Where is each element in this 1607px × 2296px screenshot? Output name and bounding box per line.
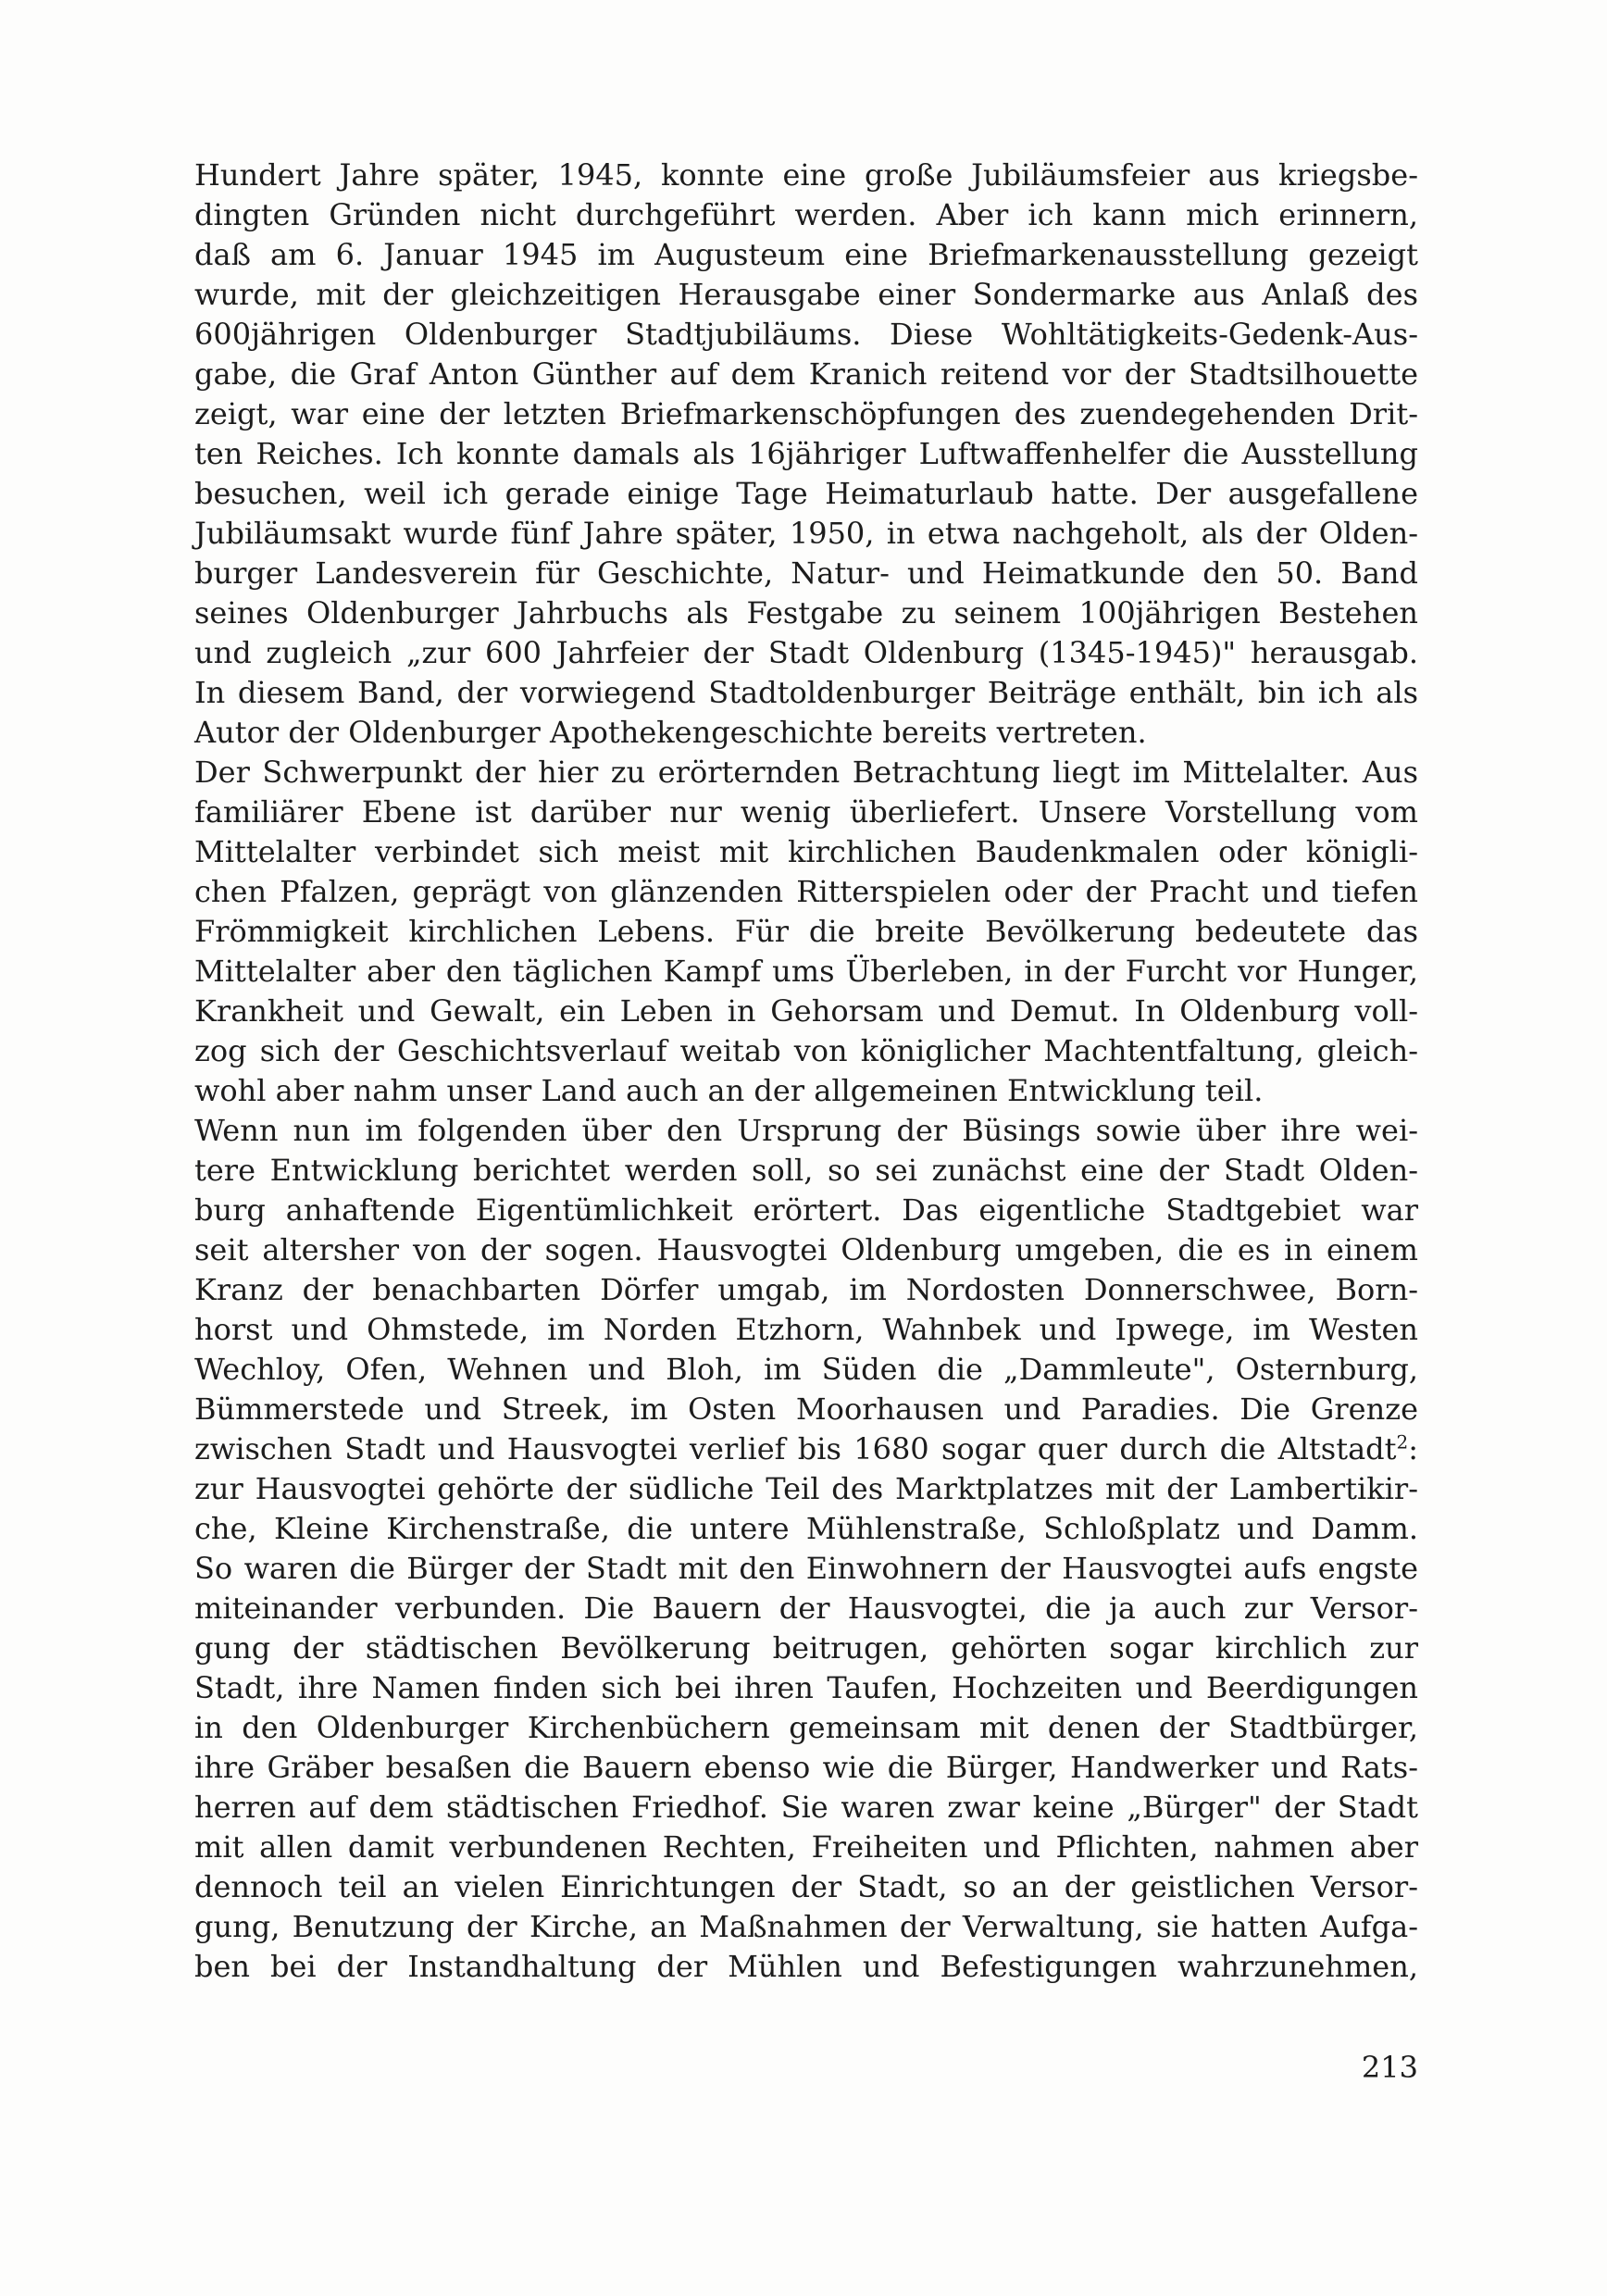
text-line: wurde, mit der gleichzeitigen Herausgabe einer Sondermarke aus Anlaß des bbox=[194, 277, 1418, 312]
text-line: tere Entwicklung berichtet werden soll, so sei zunächst eine der Stadt Olden- bbox=[194, 1153, 1418, 1188]
text-line: So waren die Bürger der Stadt mit den Einwohnern der Hausvogtei aufs engste bbox=[194, 1551, 1418, 1586]
text-line: mit allen damit verbundenen Rechten, Freiheiten und Pflichten, nahmen aber bbox=[194, 1829, 1418, 1865]
text-line: Stadt, ihre Namen finden sich bei ihren Taufen, Hochzeiten und Beerdigungen bbox=[194, 1670, 1418, 1705]
text-line: Bümmerstede und Streek, im Osten Moorhausen und Paradies. Die Grenze bbox=[194, 1391, 1418, 1427]
text-line: und zugleich „zur 600 Jahrfeier der Stadt Oldenburg (1345-1945)" herausgab. bbox=[194, 635, 1418, 670]
text-line: Hundert Jahre später, 1945, konnte eine große Jubiläumsfeier aus kriegsbe- bbox=[194, 157, 1418, 193]
text-line: daß am 6. Januar 1945 im Augusteum eine Briefmarkenausstellung gezeigt bbox=[194, 237, 1418, 272]
text-line: Wechloy, Ofen, Wehnen und Bloh, im Süden die „Dammleute", Osternburg, bbox=[194, 1352, 1418, 1387]
text-line: miteinander verbunden. Die Bauern der Hausvogtei, die ja auch zur Versor- bbox=[194, 1591, 1418, 1626]
footnote-line-text: zwischen Stadt und Hausvogtei verlief bis 1680 sogar quer durch die Altstadt bbox=[194, 1431, 1397, 1466]
text-line: gung der städtischen Bevölkerung beitrugen, gehörten sogar kirchlich zur bbox=[194, 1630, 1418, 1666]
text-line: chen Pfalzen, geprägt von glänzenden Ritterspielen oder der Pracht und tiefen bbox=[194, 874, 1418, 909]
text-line: seit altersher von der sogen. Hausvogtei Oldenburg umgeben, die es in einem bbox=[194, 1232, 1418, 1267]
footnote-line-tail: : bbox=[1408, 1431, 1418, 1466]
text-line: dennoch teil an vielen Einrichtungen der Stadt, so an der geistlichen Versor- bbox=[194, 1869, 1418, 1904]
text-line: zog sich der Geschichtsverlauf weitab von königlicher Machtentfaltung, gleich- bbox=[194, 1033, 1418, 1068]
text-line: che, Kleine Kirchenstraße, die untere Mühlenstraße, Schloßplatz und Damm. bbox=[194, 1511, 1418, 1546]
text-line: dingten Gründen nicht durchgeführt werden. Aber ich kann mich erinnern, bbox=[194, 197, 1418, 232]
text-line: Mittelalter aber den täglichen Kampf ums Überleben, in der Furcht vor Hunger, bbox=[194, 954, 1418, 989]
text-line: Wenn nun im folgenden über den Ursprung der Büsings sowie über ihre wei- bbox=[194, 1113, 1418, 1148]
text-line: ben bei der Instandhaltung der Mühlen und Befestigungen wahrzunehmen, bbox=[194, 1949, 1418, 1984]
text-line: In diesem Band, der vorwiegend Stadtoldenburger Beiträge enthält, bin ich als bbox=[194, 675, 1418, 710]
text-line: besuchen, weil ich gerade einige Tage Heimaturlaub hatte. Der ausgefallene bbox=[194, 476, 1418, 511]
body-text bbox=[194, 156, 1418, 1987]
text-line: ihre Gräber besaßen die Bauern ebenso wie die Bürger, Handwerker und Rats- bbox=[194, 1750, 1418, 1785]
text-line: in den Oldenburger Kirchenbüchern gemeinsam mit denen der Stadtbürger, bbox=[194, 1710, 1418, 1745]
text-line: zur Hausvogtei gehörte der südliche Teil des Marktplatzes mit der Lambertikir- bbox=[194, 1471, 1418, 1506]
text-line: Krankheit und Gewalt, ein Leben in Gehorsam und Demut. In Oldenburg voll- bbox=[194, 993, 1418, 1029]
text-line: horst und Ohmstede, im Norden Etzhorn, Wahnbek und Ipwege, im Westen bbox=[194, 1312, 1418, 1347]
text-line: Frömmigkeit kirchlichen Lebens. Für die breite Bevölkerung bedeutete das bbox=[194, 914, 1418, 949]
text-line: herren auf dem städtischen Friedhof. Sie waren zwar keine „Bürger" der Stadt bbox=[194, 1790, 1418, 1825]
text-line: seines Oldenburger Jahrbuchs als Festgabe zu seinem 100jährigen Bestehen bbox=[194, 595, 1418, 630]
text-line: gung, Benutzung der Kirche, an Maßnahmen der Verwaltung, sie hatten Aufga- bbox=[194, 1909, 1418, 1944]
text-line: Autor der Oldenburger Apothekengeschichte bereits vertreten. bbox=[194, 715, 1147, 750]
text-line: ten Reiches. Ich konnte damals als 16jähriger Luftwaffenhelfer die Ausstellung bbox=[194, 436, 1418, 471]
text-line: familiärer Ebene ist darüber nur wenig überliefert. Unsere Vorstellung vom bbox=[194, 794, 1418, 830]
footnote-marker: 2 bbox=[1396, 1430, 1409, 1454]
text-line: Mittelalter verbindet sich meist mit kirchlichen Baudenkmalen oder königli- bbox=[194, 834, 1418, 869]
text-line: burg anhaftende Eigentümlichkeit erörtert. Das eigentliche Stadtgebiet war bbox=[194, 1192, 1418, 1228]
text-line: zeigt, war eine der letzten Briefmarkenschöpfungen des zuendegehenden Drit- bbox=[194, 396, 1418, 431]
text-line: Kranz der benachbarten Dörfer umgab, im Nordosten Donnerschwee, Born- bbox=[194, 1272, 1418, 1307]
text-line: 600jährigen Oldenburger Stadtjubiläums. Diese Wohltätigkeits-Gedenk-Aus- bbox=[194, 317, 1418, 352]
page-number: 213 bbox=[1361, 2050, 1418, 2085]
text-line: Jubiläumsakt wurde fünf Jahre später, 1950, in etwa nachgeholt, als der Olden- bbox=[194, 516, 1418, 551]
text-line: Der Schwerpunkt der hier zu erörternden Betrachtung liegt im Mittelalter. Aus bbox=[194, 755, 1418, 790]
text-line: gabe, die Graf Anton Günther auf dem Kranich reitend vor der Stadtsilhouette bbox=[194, 356, 1418, 392]
text-line: burger Landesverein für Geschichte, Natur- und Heimatkunde den 50. Band bbox=[194, 555, 1418, 591]
text-line-with-footnote bbox=[194, 1429, 1418, 1469]
text-line: wohl aber nahm unser Land auch an der allgemeinen Entwicklung teil. bbox=[194, 1073, 1264, 1108]
